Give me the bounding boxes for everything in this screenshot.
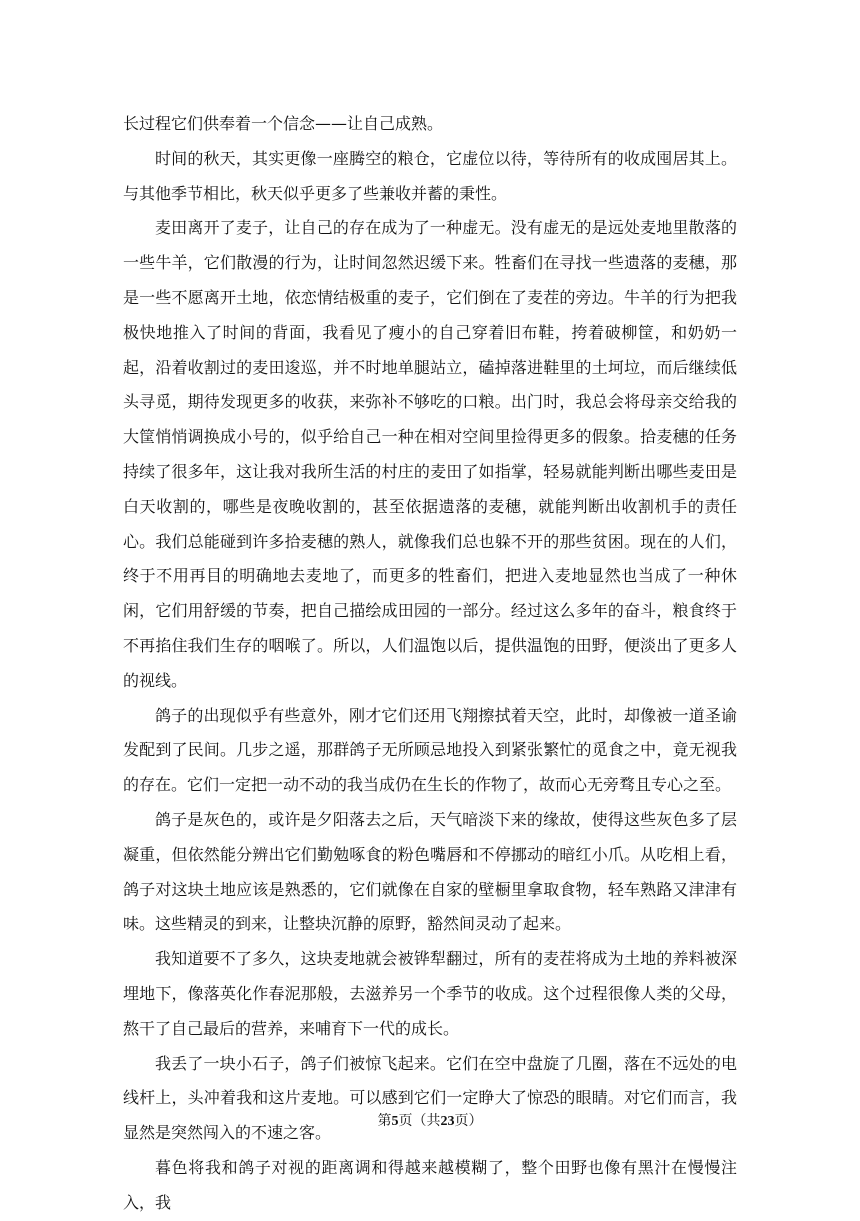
footer-middle: 页（共 [398, 1113, 441, 1129]
body-text [123, 107, 737, 1221]
paragraph-6: 我知道要不了多久，这块麦地就会被铧犁翻过，所有的麦茬将成为土地的养料被深埋地下，像落英化作春泥那般，去滋养另一个季节的收成。这个过程很像人类的父母，熬干了自己最后的营养，来哺育下一代的成长。 [123, 949, 737, 1038]
page-footer [0, 1111, 860, 1132]
paragraph-5: 鸽子是灰色的，或许是夕阳落去之后，天气暗淡下来的缘故，使得这些灰色多了层凝重，但依然能分辨出它们勤勉啄食的粉色嘴唇和不停挪动的暗红小爪。从吃相上看，鸽子对这块土地应该是熟悉的，它们就像在自家的壁橱里拿取食物，轻车熟路又津津有味。这些精灵的到来，让整块沉静的原野，豁然间灵动了起来。 [123, 809, 737, 934]
footer-page-number: 5 [391, 1114, 399, 1129]
footer-prefix: 第 [377, 1113, 392, 1129]
footer-suffix: 页） [454, 1113, 483, 1129]
footer-total-pages: 23 [440, 1114, 455, 1129]
paragraph-2: 时间的秋天，其实更像一座腾空的粮仓，它虚位以待，等待所有的收成囤居其上。与其他季节相比，秋天似乎更多了些兼收并蓄的秉性。 [123, 148, 737, 203]
paragraph-8: 暮色将我和鸽子对视的距离调和得越来越模糊了，整个田野也像有黑汁在慢慢注入，我 [123, 1157, 737, 1212]
paragraph-4: 鸽子的出现似乎有些意外，刚才它们还用飞翔擦拭着天空，此时，却像被一道圣谕发配到了民间。几步之遥，那群鸽子无所顾忌地投入到紧张繁忙的觅食之中，竟无视我的存在。它们一定把一动不动的我当成仍在生长的作物了，故而心无旁骛且专心之至。 [123, 705, 737, 795]
paragraph-3: 麦田离开了麦子，让自己的存在成为了一种虚无。没有虚无的是远处麦地里散落的一些牛羊，它们散漫的行为，让时间忽然迟缓下来。牲畜们在寻找一些遗落的麦穗，那是一些不愿离开土地，依恋情结极重的麦子，它们倒在了麦茬的旁边。牛羊的行为把我极快地推入了时间的背面，我看见了瘦小的自己穿着旧布鞋，挎着破柳筐，和奶奶一起，沿着收割过的麦田逡巡，并不时地单腿站立，磕掉落进鞋里的土坷垃，而后继续低头寻觅，期待发现更多的收获，来弥补不够吃的口粮。出门时，我总会将母亲交给我的大筐悄悄调换成小号的，似乎给自己一种在相对空间里捡得更多的假象。拾麦穗的任务持续了很多年，这让我对我所生活的村庄的麦田了如指掌，轻易就能判断出哪些麦田是白天收割的，哪些是夜晚收割的，甚至依据遗落的麦穗，就能判断出收割机手的责任心。我们总能碰到许多拾麦穗的熟人，就像我们总也躲不开的那些贫困。现在的人们，终于不用再目的明确地去麦地了，而更多的牲畜们，把进入麦地显然也当成了一种休闲，它们用舒缓的节奏，把自己描绘成田园的一部分。经过这么多年的奋斗，粮食终于不再掐住我们生存的咽喉了。所以，人们温饱以后，提供温饱的田野，便淡出了更多人的视线。 [123, 218, 737, 690]
paragraph-1: 长过程它们供奉着一个信念——让自己成熟。 [123, 114, 444, 133]
paragraph-7: 我丢了一块小石子，鸽子们被惊飞起来。它们在空中盘旋了几圈，落在不远处的电线杆上，头冲着我和这片麦地。可以感到它们一定睁大了惊恐的眼睛。对它们而言，我显然是突然闯入的不速之客。 [123, 1053, 737, 1143]
